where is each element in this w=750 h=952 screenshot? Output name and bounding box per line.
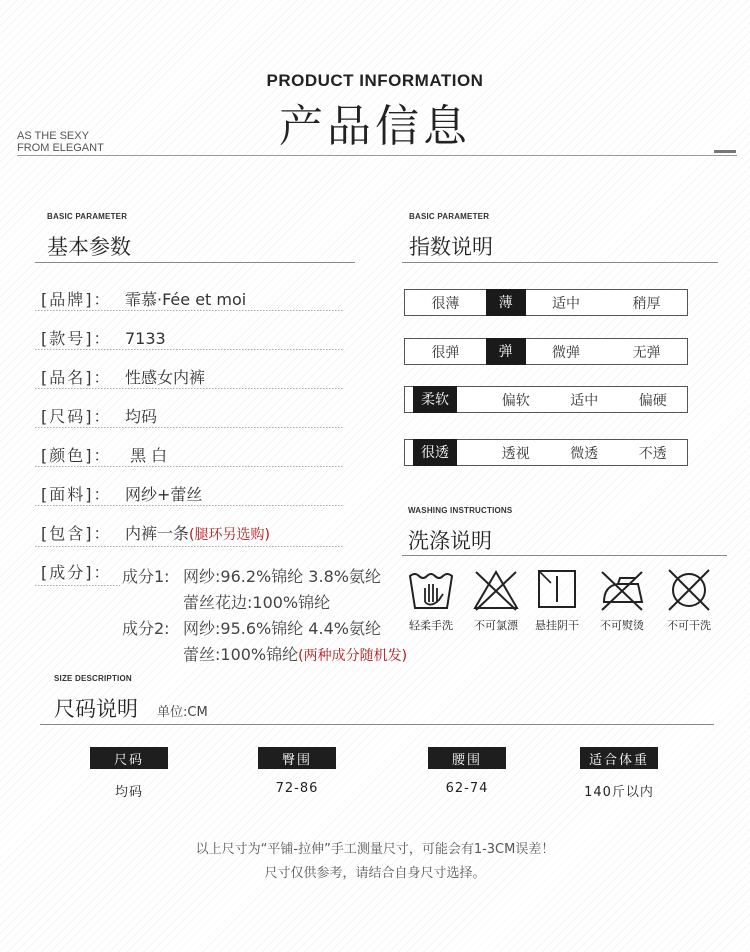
- param-value: 7133: [125, 329, 166, 348]
- param-value: 黑 白: [125, 446, 168, 465]
- scale-cell: 很薄: [431, 295, 460, 312]
- scale-cell: 微透: [570, 445, 599, 462]
- scale-cell: 微弹: [552, 344, 580, 361]
- size-value-hip: 72-86: [275, 781, 319, 796]
- scale-cell-selected-box: 很透: [413, 439, 457, 466]
- scale-cell: 偏硬: [638, 392, 667, 409]
- size-value-waist: 62-74: [445, 781, 489, 796]
- param-row-brand: [41, 287, 344, 309]
- scale-cell: 透视: [501, 445, 530, 462]
- param-divider: [35, 505, 344, 506]
- param-row-color: [41, 443, 344, 465]
- size-divider: [40, 724, 714, 725]
- param-value: 性感女内裤: [125, 368, 206, 387]
- tagline: [17, 130, 104, 154]
- composition-note: (两种成分随机发): [298, 648, 408, 664]
- param-label: [成分]：: [41, 563, 112, 582]
- tagline-line-2: FROM ELEGANT: [17, 142, 104, 154]
- scale-cell: 无弹: [632, 344, 661, 361]
- scale-cell: 很弹: [431, 344, 460, 361]
- size-header-size: 尺码: [90, 747, 168, 769]
- no-bleach-icon: [472, 568, 520, 616]
- includes-note: (腿环另选购): [189, 527, 270, 543]
- scale-cell: 不透: [638, 445, 667, 462]
- size-label-en: SIZE DESCRIPTION: [54, 674, 132, 683]
- size-unit: 单位:CM: [157, 705, 208, 720]
- param-row-size: [41, 404, 344, 426]
- basic-label-cn: 基本参数: [47, 235, 131, 259]
- composition-1-line-2: 蕾丝花边:100%锦纶: [183, 593, 331, 612]
- scale-cell-selected-box: 薄: [486, 289, 526, 316]
- param-divider: [35, 585, 120, 586]
- param-divider: [35, 546, 344, 547]
- param-row-fabric: [41, 482, 344, 504]
- tagline-line-1: AS THE SEXY: [17, 130, 89, 142]
- param-value: 霏慕·Fée et moi: [125, 290, 247, 309]
- header-divider-accent: [714, 150, 736, 153]
- param-value: 内裤一条: [125, 524, 190, 543]
- param-row-includes: [41, 521, 344, 543]
- washing-label-cn: 洗涤说明: [408, 529, 492, 553]
- header-title-en: PRODUCT INFORMATION: [266, 71, 484, 90]
- composition-1-line-1: 网纱:96.2%锦纶 3.8%氨纶: [183, 567, 381, 586]
- scale-cell-selected: [486, 290, 526, 315]
- size-value-weight: 140斤以内: [584, 785, 654, 800]
- param-divider: [35, 388, 344, 389]
- index-label-cn: 指数说明: [409, 235, 493, 259]
- wash-label: 轻柔手洗: [409, 619, 453, 632]
- composition-2-line-2: [183, 642, 407, 665]
- param-value: 网纱+蕾丝: [125, 485, 203, 504]
- param-row-style-no: [41, 326, 344, 348]
- param-divider: [35, 427, 344, 428]
- hand-wash-icon: [407, 568, 455, 616]
- basic-label-en: BASIC PARAMETER: [47, 212, 128, 221]
- thickness-scale: [404, 289, 688, 316]
- composition-2-line-1: 网纱:95.6%锦纶 4.4%氨纶: [183, 619, 381, 638]
- scale-cell: 稍厚: [632, 295, 661, 312]
- no-dry-clean-icon: [665, 568, 713, 616]
- scale-cell-selected: [405, 440, 482, 465]
- wash-label: 不可熨烫: [600, 619, 644, 632]
- size-header-weight: 适合体重: [580, 747, 658, 769]
- header-divider: [17, 155, 737, 156]
- scale-cell-selected: [486, 339, 526, 364]
- param-label: [尺码]：: [41, 407, 112, 426]
- param-divider: [35, 466, 344, 467]
- param-label: [品名]：: [41, 368, 112, 387]
- index-label-en: BASIC PARAMETER: [409, 212, 490, 221]
- param-row-product-name: [41, 365, 344, 387]
- hang-dry-shade-icon: [533, 568, 581, 616]
- measure-note-2: 尺寸仅供参考，请结合自身尺寸选择。: [264, 866, 486, 881]
- param-label: [面料]：: [41, 485, 112, 504]
- wash-label: 悬挂阴干: [535, 619, 579, 632]
- size-label-cn: 尺码说明: [54, 697, 138, 721]
- scale-cell: 偏软: [501, 392, 530, 409]
- no-dry-clean-icon-svg: [665, 568, 713, 612]
- composition-1-label: 成分1:: [122, 567, 170, 586]
- param-label: [颜色]：: [41, 446, 112, 465]
- hand-wash-icon-svg: [407, 568, 455, 612]
- washing-divider: [402, 555, 727, 556]
- elasticity-scale: [404, 338, 688, 365]
- basic-divider: [35, 262, 355, 263]
- measure-note-1: 以上尺寸为“平铺-拉伸”手工测量尺寸，可能会有1-3CM误差！: [195, 842, 555, 857]
- scale-cell-selected-box: 柔软: [413, 386, 457, 413]
- wash-label: 不可干洗: [667, 619, 711, 632]
- transparency-scale: [404, 439, 688, 466]
- hang-dry-shade-icon-svg: [533, 568, 581, 612]
- scale-cell: 适中: [570, 392, 599, 409]
- param-label: [品牌]：: [41, 290, 112, 309]
- composition-2-label: 成分2:: [122, 619, 170, 638]
- wash-label: 不可氯漂: [474, 619, 518, 632]
- header-title-cn: 产品信息: [279, 101, 471, 152]
- scale-cell-selected: [405, 387, 482, 412]
- softness-scale: [404, 386, 688, 413]
- size-value-size: 均码: [114, 785, 143, 800]
- no-iron-icon: [598, 568, 646, 616]
- no-bleach-icon-svg: [472, 568, 520, 612]
- index-divider: [402, 262, 718, 263]
- param-value: 均码: [125, 407, 158, 426]
- scale-cell-selected-box: 弹: [486, 338, 526, 365]
- size-header-hip: 臀围: [258, 747, 336, 769]
- param-label: [款号]：: [41, 329, 112, 348]
- param-divider: [35, 310, 344, 311]
- size-header-waist: 腰围: [428, 747, 506, 769]
- scale-cell: 适中: [552, 295, 580, 312]
- param-label: [包含]：: [41, 524, 112, 543]
- washing-label-en: WASHING INSTRUCTIONS: [408, 506, 513, 515]
- no-iron-icon-svg: [598, 568, 646, 612]
- composition-2-line-2-text: 蕾丝:100%锦纶: [183, 645, 299, 664]
- param-divider: [35, 349, 344, 350]
